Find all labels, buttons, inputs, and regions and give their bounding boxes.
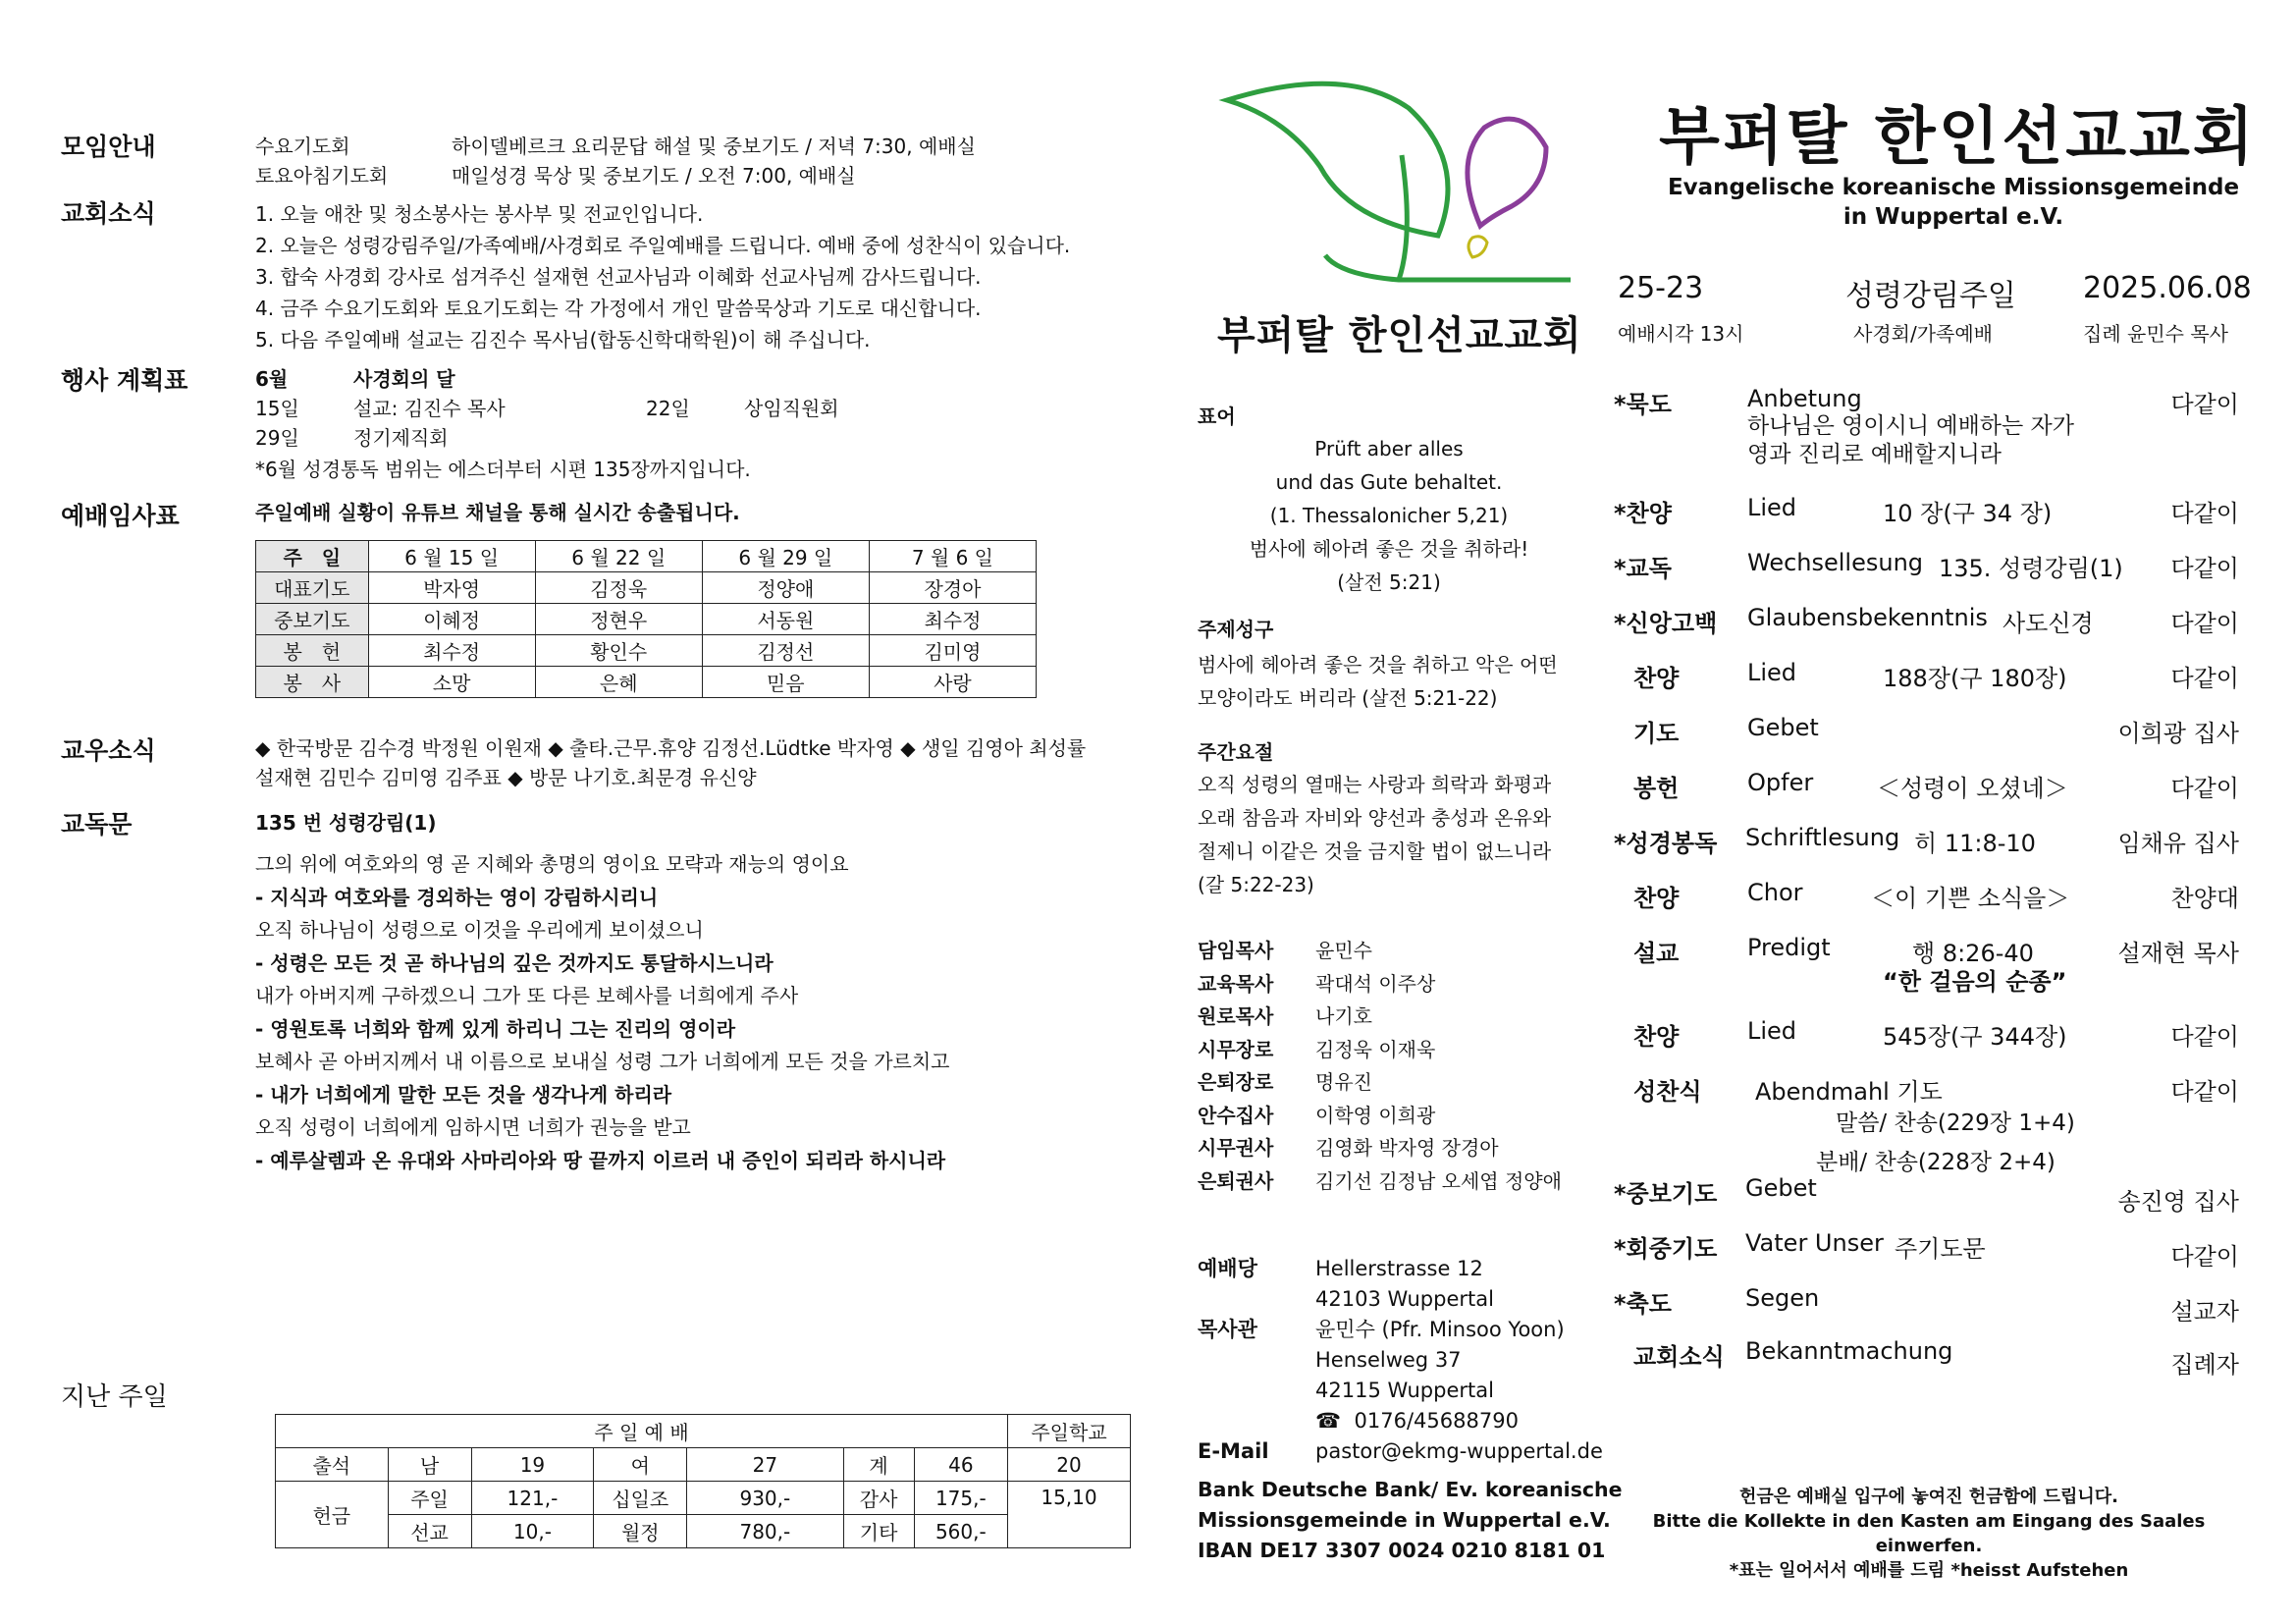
order-item-extra: 10 장(구 34 장) <box>1883 500 2053 527</box>
reading-line-response: - 지식과 여호와를 경외하는 영이 강림하시리니 <box>255 885 659 909</box>
table-cell: 선교 <box>388 1515 471 1548</box>
service-time: 예배시각 13시 <box>1618 322 1744 346</box>
order-item-who: 다같이 <box>2170 500 2239 527</box>
order-item-de: Gebet <box>1747 714 1819 741</box>
table-cell: 출석 <box>276 1448 389 1482</box>
duty-table <box>255 540 1037 698</box>
table-cell: 김정선 <box>702 635 869 667</box>
church-name-title: 부퍼탈 한인선교교회 <box>1659 101 2257 174</box>
motto-text <box>1198 432 1580 599</box>
event-text: 상임직원회 <box>744 397 839 420</box>
bank-line: IBAN DE17 3307 0024 0210 8181 01 <box>1198 1539 1606 1562</box>
reading-lines <box>255 848 950 1177</box>
order-item-de: Schriftlesung <box>1745 824 1900 851</box>
table-row <box>256 541 1037 572</box>
order-item-who: 다같이 <box>2170 555 2239 582</box>
staff-row <box>1198 1132 1562 1165</box>
bank-info <box>1198 1475 1623 1566</box>
meeting-name-2: 토요아침기도회 <box>255 164 389 188</box>
members-title: 교우소식 <box>61 736 156 765</box>
order-item-ko: *찬양 <box>1614 500 1672 527</box>
motto-line: Prüft aber alles <box>1314 437 1464 460</box>
meeting-desc-2: 매일성경 묵상 및 중보기도 / 오전 7:00, 예배실 <box>452 164 856 188</box>
footer-line: 헌금은 예배실 입구에 놓여진 헌금함에 드립니다. <box>1739 1487 2118 1507</box>
staff-role: 시무권사 <box>1198 1136 1274 1160</box>
theme-verse-line: 모양이라도 버리라 (살전 5:21-22) <box>1198 686 1498 710</box>
table-cell: 20 <box>1008 1448 1131 1482</box>
staff-role: 은퇴장로 <box>1198 1070 1274 1094</box>
members-line: ◆ 한국방문 김수경 박정원 이원재 ◆ 출타.근무.휴양 김정선.Lüdtke 박자영 ◆ 생일 김영아 최성률 <box>255 736 1087 760</box>
table-row <box>276 1482 1131 1515</box>
church-name-german-line: in Wuppertal e.V. <box>1842 204 2064 230</box>
church-name-german-line: Evangelische koreanische Missionsgemeinde <box>1667 175 2240 200</box>
table-header-cell: 7 월 6 일 <box>869 541 1036 572</box>
order-item-who: 다같이 <box>2170 610 2239 637</box>
table-cell: 기타 <box>843 1515 914 1548</box>
reading-title: 교독문 <box>61 810 133 839</box>
table-cell: 남 <box>388 1448 471 1482</box>
order-item-de: Predigt <box>1747 934 1831 961</box>
reading-line: 내가 아버지께 구하겠으니 그가 또 다른 보혜사를 너희에게 주사 <box>255 984 799 1007</box>
weekly-verse-line: 오래 참음과 자비와 양선과 충성과 온유와 <box>1198 806 1552 830</box>
table-cell: 김미영 <box>869 635 1036 667</box>
table-cell: 560,- <box>914 1515 1007 1548</box>
table-row <box>256 604 1037 635</box>
address-block <box>1198 1254 1603 1467</box>
table-cell: 믿음 <box>702 667 869 698</box>
address-line: Hellerstrasse 12 <box>1315 1257 1483 1280</box>
staff-names: 김정욱 이재욱 <box>1315 1037 1436 1061</box>
order-item-extra: 135. 성령강림(1) <box>1939 555 2123 582</box>
order-item-ko: 찬양 <box>1633 885 1680 912</box>
table-header-cell: 주 일 예 배 <box>276 1415 1008 1448</box>
logo-text: 부퍼탈 한인선교교회 <box>1217 313 1582 358</box>
weekly-verse-line: 오직 성령의 열매는 사랑과 희락과 화평과 <box>1198 773 1552 796</box>
bank-line: Bank Deutsche Bank/ Ev. koreanische <box>1198 1478 1623 1501</box>
table-cell: 은혜 <box>535 667 702 698</box>
table-cell: 19 <box>471 1448 594 1482</box>
order-item-who: 다같이 <box>2170 775 2239 802</box>
order-item-sub <box>1816 1104 2075 1182</box>
reading-line: 오직 하나님이 성령으로 이것을 우리에게 보이셨으니 <box>255 918 704 942</box>
news-item: 3. 합숙 사경회 강사로 섬겨주신 설재현 선교사님과 이혜화 선교사님께 감사드립니다. <box>255 265 982 289</box>
staff-names: 명유진 <box>1315 1070 1372 1094</box>
order-item-ko: *성경봉독 <box>1614 830 1718 857</box>
table-row <box>256 572 1037 604</box>
reading-heading: 135 번 성령강림(1) <box>255 811 437 835</box>
staff-role: 교육목사 <box>1198 971 1274 996</box>
table-cell: 최수정 <box>869 604 1036 635</box>
reading-line-response: - 성령은 모든 것 곧 하나님의 깊은 것까지도 통달하시느니라 <box>255 950 774 975</box>
staff-names: 곽대석 이주상 <box>1315 971 1436 996</box>
table-cell: 10,- <box>471 1515 594 1548</box>
service-type: 사경회/가족예배 <box>1853 322 1993 346</box>
email-address[interactable]: pastor@ekmg-wuppertal.de <box>1315 1439 1603 1463</box>
table-cell: 46 <box>914 1448 1007 1482</box>
event-day: 22일 <box>646 397 690 420</box>
order-item-ko: 설교 <box>1633 940 1680 967</box>
order-item-de: Lied <box>1747 1017 1797 1045</box>
broadcast-notice: 주일예배 실황이 유튜브 채널을 통해 실시간 송출됩니다. <box>255 501 740 524</box>
order-item-extra: 주기도문 <box>1895 1235 1986 1263</box>
table-cell: 계 <box>843 1448 914 1482</box>
motto-title: 표어 <box>1198 405 1236 428</box>
table-cell: 정양애 <box>702 572 869 604</box>
reading-line: 오직 성령이 너희에게 임하시면 너희가 권능을 받고 <box>255 1115 691 1139</box>
table-cell: 27 <box>687 1448 843 1482</box>
table-cell: 서동원 <box>702 604 869 635</box>
table-cell: 121,- <box>471 1482 594 1515</box>
event-day: 29일 <box>255 426 299 450</box>
news-item: 2. 오늘은 성령강림주일/가족예배/사경회로 주일예배를 드립니다. 예배 중에 성찬식이 있습니다. <box>255 234 1071 257</box>
staff-names: 나기호 <box>1315 1004 1372 1028</box>
order-item-ko: *신앙고백 <box>1614 610 1718 637</box>
order-item-who: 다같이 <box>2170 1078 2239 1106</box>
theme-verse-text <box>1198 648 1558 715</box>
staff-role: 원로목사 <box>1198 1004 1274 1028</box>
weekly-verse-text <box>1198 768 1551 901</box>
meeting-name-1: 수요기도회 <box>255 135 350 158</box>
table-cell: 사랑 <box>869 667 1036 698</box>
weekly-verse-line: 절제니 이같은 것을 금지할 법이 없느니라 <box>1198 839 1552 863</box>
table-cell: 박자영 <box>368 572 535 604</box>
church-logo-icon <box>1207 69 1620 324</box>
order-item-who: 다같이 <box>2170 665 2239 692</box>
events-theme: 사경회의 달 <box>353 367 455 391</box>
order-sub-line: 영과 진리로 예배할지니라 <box>1747 442 2002 467</box>
last-week-title: 지난 주일 <box>61 1382 168 1412</box>
order-item-de: Gebet <box>1745 1174 1817 1202</box>
table-cell: 봉 헌 <box>256 635 369 667</box>
table-cell: 780,- <box>687 1515 843 1548</box>
table-header-cell: 6 월 29 일 <box>702 541 869 572</box>
offering-footer <box>1610 1485 2248 1583</box>
address-line: Henselweg 37 <box>1315 1348 1462 1372</box>
event-day: 15일 <box>255 397 299 420</box>
table-cell: 정현우 <box>535 604 702 635</box>
church-address-label: 예배당 <box>1198 1257 1257 1280</box>
events-note: *6월 성경통독 범위는 에스더부터 시편 135장까지입니다. <box>255 458 751 481</box>
order-item-who: 다같이 <box>2170 1023 2239 1051</box>
event-text: 설교: 김진수 목사 <box>353 397 506 420</box>
order-item-extra: 사도신경 <box>2002 610 2094 637</box>
staff-role: 시무장로 <box>1198 1037 1274 1061</box>
table-cell: 황인수 <box>535 635 702 667</box>
staff-names: 이학영 이희광 <box>1315 1103 1436 1127</box>
manse-address-label: 목사관 <box>1198 1318 1257 1341</box>
table-cell: 최수정 <box>368 635 535 667</box>
order-item-ko: *묵도 <box>1614 391 1672 418</box>
table-cell: 장경아 <box>869 572 1036 604</box>
order-item-extra: 행 8:26-40 <box>1912 940 2034 967</box>
table-row <box>256 635 1037 667</box>
order-item-who: 다같이 <box>2170 391 2239 418</box>
table-header-cell: 6 월 15 일 <box>368 541 535 572</box>
order-item-who: 송진영 집사 <box>2117 1188 2239 1216</box>
bank-line: Missionsgemeinde in Wuppertal e.V. <box>1198 1508 1611 1532</box>
table-header-cell: 주일학교 <box>1008 1415 1131 1448</box>
staff-names: 김영화 박자영 장경아 <box>1315 1136 1499 1160</box>
staff-role: 안수집사 <box>1198 1103 1274 1127</box>
order-item-who: 이희광 집사 <box>2117 720 2239 747</box>
order-item-extra: 히 11:8-10 <box>1914 830 2036 857</box>
order-item-extra: 545장(구 344장) <box>1883 1023 2067 1051</box>
news-title: 교회소식 <box>61 199 156 228</box>
order-item-ko: *회중기도 <box>1614 1235 1718 1263</box>
weekly-verse-title: 주간요절 <box>1198 740 1274 764</box>
email-label: E-Mail <box>1198 1439 1269 1463</box>
members-line: 설재현 김민수 김미영 김주표 ◆ 방문 나기호.최문경 유신양 <box>255 766 757 789</box>
staff-role: 담임목사 <box>1198 939 1274 962</box>
news-item: 4. 금주 수요기도회와 토요기도회는 각 가정에서 개인 말씀묵상과 기도로 대신합니다. <box>255 297 982 320</box>
phone-icon: ☎ <box>1315 1409 1342 1433</box>
table-header-cell: 6 월 22 일 <box>535 541 702 572</box>
table-row <box>276 1448 1131 1482</box>
reading-line: 보혜사 곧 아버지께서 내 이름으로 보내실 성령 그가 너희에게 모든 것을 가르치고 <box>255 1050 950 1073</box>
order-item-sub <box>1747 412 2074 469</box>
meeting-desc-1: 하이델베르크 요리문답 해설 및 중보기도 / 저녁 7:30, 예배실 <box>452 135 976 158</box>
issue-number: 25-23 <box>1618 271 1704 305</box>
table-cell: 감사 <box>843 1482 914 1515</box>
order-item-ko: 찬양 <box>1633 665 1680 692</box>
order-item-de: Glaubensbekenntnis <box>1747 604 1988 631</box>
order-item-who: 찬양대 <box>2170 885 2239 912</box>
sunday-name: 성령강림주일 <box>1845 279 2016 313</box>
staff-row <box>1198 1001 1562 1034</box>
order-item-ko: *중보기도 <box>1614 1180 1718 1208</box>
table-cell: 15,10 <box>1008 1482 1131 1548</box>
table-cell: 이혜정 <box>368 604 535 635</box>
theme-verse-title: 주제성구 <box>1198 618 1274 641</box>
order-item-who: 다같이 <box>2170 1243 2239 1271</box>
table-cell: 십일조 <box>594 1482 687 1515</box>
order-item-de: Opfer <box>1747 769 1814 796</box>
meetings-title: 모임안내 <box>61 133 156 161</box>
service-leader: 집례 윤민수 목사 <box>2083 322 2228 346</box>
order-item-de: Segen <box>1745 1284 1820 1312</box>
order-item-de: Wechsellesung <box>1747 549 1924 576</box>
table-header-cell: 주 일 <box>256 541 369 572</box>
weekly-verse-line: (갈 5:22-23) <box>1198 873 1314 896</box>
table-row <box>276 1415 1131 1448</box>
duty-title: 예배임사표 <box>61 502 180 530</box>
order-item-ko: 찬양 <box>1633 1023 1680 1051</box>
staff-row <box>1198 1034 1562 1067</box>
order-item-ko: 교회소식 <box>1633 1343 1725 1371</box>
order-sub-line: 하나님은 영이시니 예배하는 자가 <box>1747 413 2074 439</box>
motto-line: (살전 5:21) <box>1337 570 1441 594</box>
event-text: 정기제직회 <box>353 426 449 450</box>
news-list <box>255 198 1070 355</box>
order-item-extra: ＜성령이 오셨네＞ <box>1877 775 2068 802</box>
phone-number: 0176/45688790 <box>1354 1409 1519 1433</box>
reading-line-response: - 영원토록 너희와 함께 있게 하리니 그는 진리의 영이라 <box>255 1016 736 1041</box>
table-row <box>276 1515 1131 1548</box>
order-sub-line: 분배/ 찬송(228장 2+4) <box>1816 1150 2056 1175</box>
staff-row <box>1198 1100 1562 1133</box>
address-line: 42103 Wuppertal <box>1315 1287 1494 1311</box>
staff-names: 윤민수 <box>1315 939 1372 962</box>
order-item-de: Chor <box>1747 879 1803 906</box>
order-item-ko: *축도 <box>1614 1290 1672 1318</box>
address-line: 42115 Wuppertal <box>1315 1379 1494 1402</box>
table-cell: 월정 <box>594 1515 687 1548</box>
staff-role: 은퇴권사 <box>1198 1168 1274 1193</box>
order-item-de: Lied <box>1747 494 1797 521</box>
order-item-de: Anbetung <box>1747 385 1862 412</box>
staff-row <box>1198 1165 1562 1199</box>
order-item-de: Lied <box>1747 659 1797 686</box>
staff-row <box>1198 1066 1562 1100</box>
footer-line: *표는 일어서서 예배를 드림 *heisst Aufstehen <box>1729 1560 2129 1581</box>
staff-row <box>1198 935 1562 968</box>
table-cell: 소망 <box>368 667 535 698</box>
table-cell: 대표기도 <box>256 572 369 604</box>
events-title: 행사 계획표 <box>61 366 188 395</box>
order-item-ko: 봉헌 <box>1633 775 1680 802</box>
motto-line: 범사에 헤아려 좋은 것을 취하라! <box>1249 537 1529 561</box>
table-cell: 봉 사 <box>256 667 369 698</box>
footer-line: Bitte die Kollekte in den Kasten am Eingang des Saales einwerfen. <box>1652 1511 2206 1556</box>
table-row <box>256 667 1037 698</box>
events-month: 6월 <box>255 367 289 391</box>
order-item-who: 설교자 <box>2170 1298 2239 1326</box>
reading-line-response: - 내가 너희에게 말한 모든 것을 생각나게 하리라 <box>255 1082 672 1107</box>
order-item-who: 임채유 집사 <box>2117 830 2239 857</box>
order-item-ko: 기도 <box>1633 720 1680 747</box>
order-sub-line: 말씀/ 찬송(229장 1+4) <box>1836 1110 2075 1136</box>
motto-line: (1. Thessalonicher 5,21) <box>1269 504 1509 527</box>
news-item: 5. 다음 주일예배 설교는 김진수 목사님(합동신학대학원)이 해 주십니다. <box>255 328 871 352</box>
order-item-de: Abendmahl 기도 <box>1755 1078 1943 1106</box>
staff-list <box>1198 935 1562 1198</box>
order-item-extra: 188장(구 180장) <box>1883 665 2067 692</box>
order-item-de: Vater Unser <box>1745 1229 1884 1257</box>
sermon-title: “한 걸음의 순종” <box>1883 968 2067 996</box>
order-item-de: Bekanntmachung <box>1745 1337 1953 1365</box>
table-cell: 여 <box>594 1448 687 1482</box>
table-cell: 중보기도 <box>256 604 369 635</box>
table-cell: 주일 <box>388 1482 471 1515</box>
table-cell: 175,- <box>914 1482 1007 1515</box>
table-cell: 930,- <box>687 1482 843 1515</box>
table-cell: 김정욱 <box>535 572 702 604</box>
service-date: 2025.06.08 <box>2083 271 2252 305</box>
order-item-ko: 성찬식 <box>1633 1078 1702 1106</box>
news-item: 1. 오늘 애찬 및 청소봉사는 봉사부 및 전교인입니다. <box>255 202 704 226</box>
address-line: 윤민수 (Pfr. Minsoo Yoon) <box>1315 1318 1565 1341</box>
order-item-extra: ＜이 기쁜 소식을＞ <box>1871 885 2070 912</box>
motto-line: und das Gute behaltet. <box>1275 470 1503 494</box>
staff-names: 김기선 김정남 오세엽 정양애 <box>1315 1168 1562 1193</box>
order-item-who: 집례자 <box>2170 1351 2239 1379</box>
theme-verse-line: 범사에 헤아려 좋은 것을 취하고 악은 어떤 <box>1198 653 1558 677</box>
staff-row <box>1198 968 1562 1001</box>
order-item-ko: *교독 <box>1614 555 1672 582</box>
reading-line: 그의 위에 여호와의 영 곧 지혜와 총명의 영이요 모략과 재능의 영이요 <box>255 852 849 876</box>
last-week-table <box>275 1414 1131 1548</box>
table-cell: 헌금 <box>276 1482 389 1548</box>
church-name-german <box>1659 173 2248 232</box>
order-item-who: 설재현 목사 <box>2117 940 2239 967</box>
reading-line-response: - 예루살렘과 온 유대와 사마리아와 땅 끝까지 이르러 내 증인이 되리라 하시니라 <box>255 1148 946 1172</box>
